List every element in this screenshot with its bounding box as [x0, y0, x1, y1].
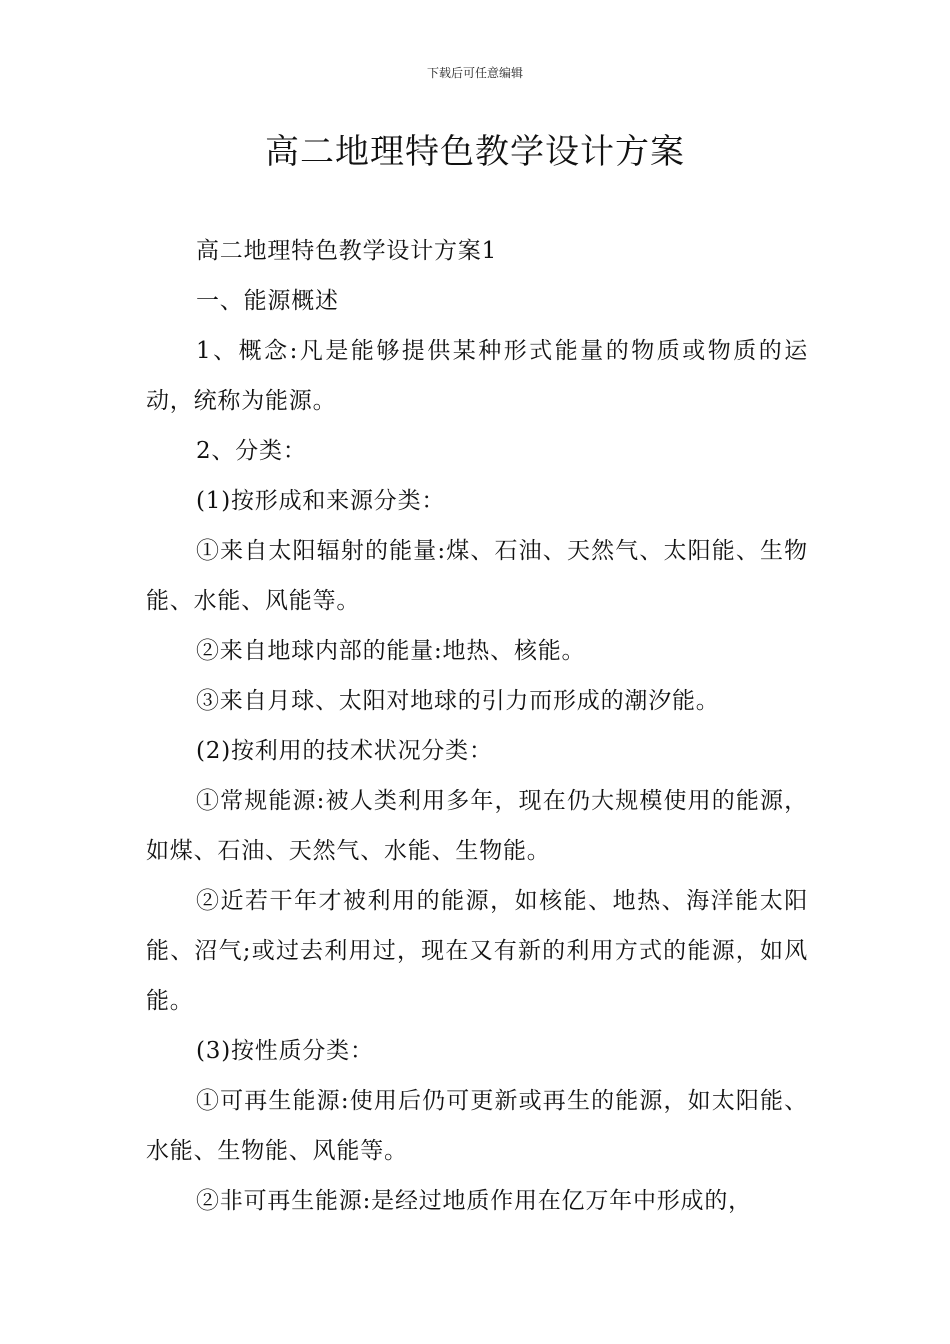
paragraph: ③来自月球、太阳对地球的引力而形成的潮汐能。 [196, 688, 720, 714]
paragraph: (3)按性质分类： [196, 1038, 374, 1064]
subsection-heading: 一、能源概述 [196, 288, 339, 314]
paragraph: ①常规能源:被人类利用多年，现在仍大规模使用的能源，如煤、石油、天然气、水能、生物能。 [146, 788, 808, 864]
header-note: 下载后可任意编辑 [426, 66, 523, 80]
paragraph: ②非可再生能源:是经过地质作用在亿万年中形成的， [196, 1188, 752, 1214]
section-heading: 高二地理特色教学设计方案1 [196, 238, 498, 264]
paragraph: (1)按形成和来源分类： [196, 488, 446, 514]
paragraph: ①来自太阳辐射的能量:煤、石油、天然气、太阳能、生物能、水能、风能等。 [146, 538, 808, 614]
paragraph: ②来自地球内部的能量:地热、核能。 [196, 638, 586, 664]
document-body [146, 226, 808, 1226]
paragraph: ②近若干年才被利用的能源，如核能、地热、海洋能太阳能、沼气;或过去利用过，现在又有新的利用方式的能源，如风能。 [146, 888, 808, 1014]
paragraph: (2)按利用的技术状况分类： [196, 738, 493, 764]
paragraph: 2、分类： [196, 438, 307, 464]
paragraph: 1、概念:凡是能够提供某种形式能量的物质或物质的运动，统称为能源。 [146, 338, 808, 414]
paragraph: ①可再生能源:使用后仍可更新或再生的能源，如太阳能、水能、生物能、风能等。 [146, 1088, 808, 1164]
document-title: 高二地理特色教学设计方案 [265, 132, 685, 172]
